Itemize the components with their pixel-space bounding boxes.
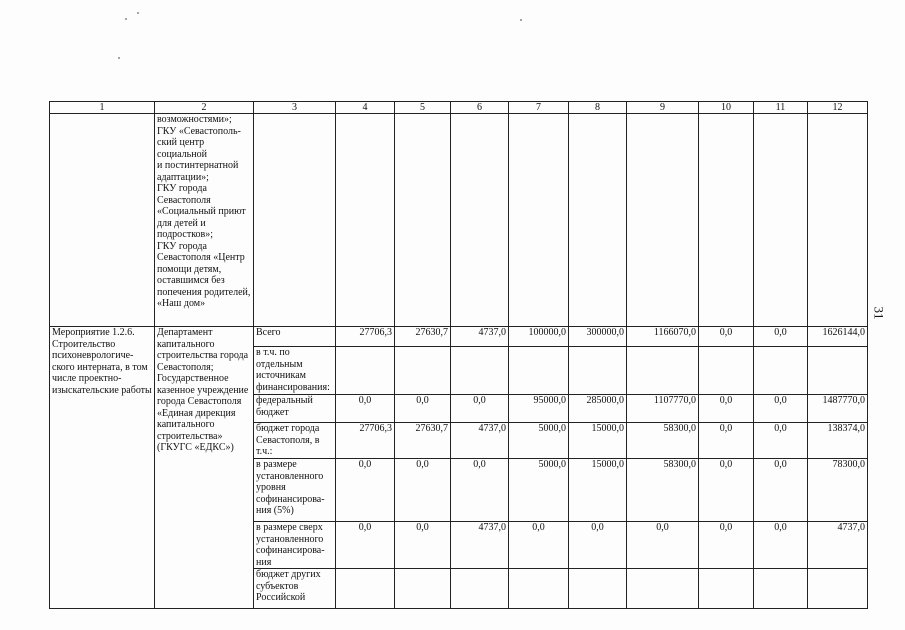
value-cell: 0,0 xyxy=(336,395,395,423)
value-cell: 4737,0 xyxy=(451,522,509,569)
value-cell: 4737,0 xyxy=(451,423,509,459)
value-cell: 15000,0 xyxy=(569,423,627,459)
scan-speck xyxy=(118,57,120,59)
value-cell: 5000,0 xyxy=(509,423,569,459)
page-number: 31 xyxy=(871,306,887,320)
value-cell: 1626144,0 xyxy=(808,327,868,347)
source-label: бюджет города Севастополя, в т.ч.: xyxy=(254,423,336,459)
value-cell: 0,0 xyxy=(451,459,509,522)
source-label: в размере установленного уровня софинансирова-ния (5%) xyxy=(254,459,336,522)
scan-speck xyxy=(125,18,127,20)
value-cell: 0,0 xyxy=(754,423,808,459)
measure-executor: Департамент капитального строительства города Севастополя; Государственное казенное учреждение города Севастополя «Единая дирекция капитального строительства» (ГКУГС «ЕДКС») xyxy=(155,327,254,609)
column-header: 8 xyxy=(569,102,627,114)
value-cell: 5000,0 xyxy=(509,459,569,522)
column-header: 11 xyxy=(754,102,808,114)
source-label: бюджет других субъектов Российской xyxy=(254,569,336,609)
column-header: 9 xyxy=(627,102,699,114)
value-cell: 4737,0 xyxy=(808,522,868,569)
value-cell: 0,0 xyxy=(699,423,754,459)
value-cell: 0,0 xyxy=(395,395,451,423)
value-cell: 58300,0 xyxy=(627,423,699,459)
source-label: в размере сверх установленного софинансирова-ния xyxy=(254,522,336,569)
source-label: федеральный бюджет xyxy=(254,395,336,423)
value-cell: 1166070,0 xyxy=(627,327,699,347)
value-cell: 0,0 xyxy=(699,459,754,522)
value-cell: 0,0 xyxy=(754,327,808,347)
budget-table xyxy=(49,101,868,609)
empty-cell xyxy=(50,114,155,327)
value-cell: 0,0 xyxy=(451,395,509,423)
column-header: 3 xyxy=(254,102,336,114)
column-header: 6 xyxy=(451,102,509,114)
value-cell: 0,0 xyxy=(627,522,699,569)
value-cell: 1107770,0 xyxy=(627,395,699,423)
value-cell: 95000,0 xyxy=(509,395,569,423)
column-header: 1 xyxy=(50,102,155,114)
value-cell: 285000,0 xyxy=(569,395,627,423)
value-cell: 0,0 xyxy=(336,522,395,569)
column-header: 2 xyxy=(155,102,254,114)
column-header: 4 xyxy=(336,102,395,114)
scan-speck xyxy=(520,19,522,21)
value-cell: 15000,0 xyxy=(569,459,627,522)
source-label: Всего xyxy=(254,327,336,347)
value-cell: 0,0 xyxy=(754,459,808,522)
value-cell: 0,0 xyxy=(336,459,395,522)
value-cell: 1487770,0 xyxy=(808,395,868,423)
value-cell: 0,0 xyxy=(754,395,808,423)
column-header: 10 xyxy=(699,102,754,114)
value-cell: 0,0 xyxy=(699,395,754,423)
executors-continued: возможностями»; ГКУ «Севастополь-ский центр социальной и постинтернатной адаптации»; ГКУ города Севастополя «Социальный приют для детей и подростков»; ГКУ города Севастополя «Центр помощи детям, оставшимся без попечения родителей, «Наш дом» xyxy=(155,114,254,327)
value-cell: 0,0 xyxy=(395,522,451,569)
value-cell: 0,0 xyxy=(754,522,808,569)
value-cell: 0,0 xyxy=(509,522,569,569)
header-row xyxy=(50,102,868,114)
value-cell: 78300,0 xyxy=(808,459,868,522)
source-label: в т.ч. по отдельным источникам финансирования: xyxy=(254,347,336,395)
column-header: 5 xyxy=(395,102,451,114)
value-cell: 27706,3 xyxy=(336,327,395,347)
value-cell: 58300,0 xyxy=(627,459,699,522)
table-row xyxy=(50,327,868,347)
value-cell: 27706,3 xyxy=(336,423,395,459)
value-cell: 0,0 xyxy=(699,522,754,569)
continuation-row xyxy=(50,114,868,327)
measure-name: Мероприятие 1.2.6. Строительство психоневрологиче-ского интерната, в том числе проектно-изыскательские работы xyxy=(50,327,155,609)
column-header: 12 xyxy=(808,102,868,114)
value-cell: 0,0 xyxy=(699,327,754,347)
value-cell: 100000,0 xyxy=(509,327,569,347)
column-header: 7 xyxy=(509,102,569,114)
scan-speck xyxy=(137,12,139,14)
value-cell: 0,0 xyxy=(569,522,627,569)
value-cell: 300000,0 xyxy=(569,327,627,347)
value-cell: 27630,7 xyxy=(395,327,451,347)
value-cell: 27630,7 xyxy=(395,423,451,459)
value-cell: 0,0 xyxy=(395,459,451,522)
value-cell: 138374,0 xyxy=(808,423,868,459)
value-cell: 4737,0 xyxy=(451,327,509,347)
